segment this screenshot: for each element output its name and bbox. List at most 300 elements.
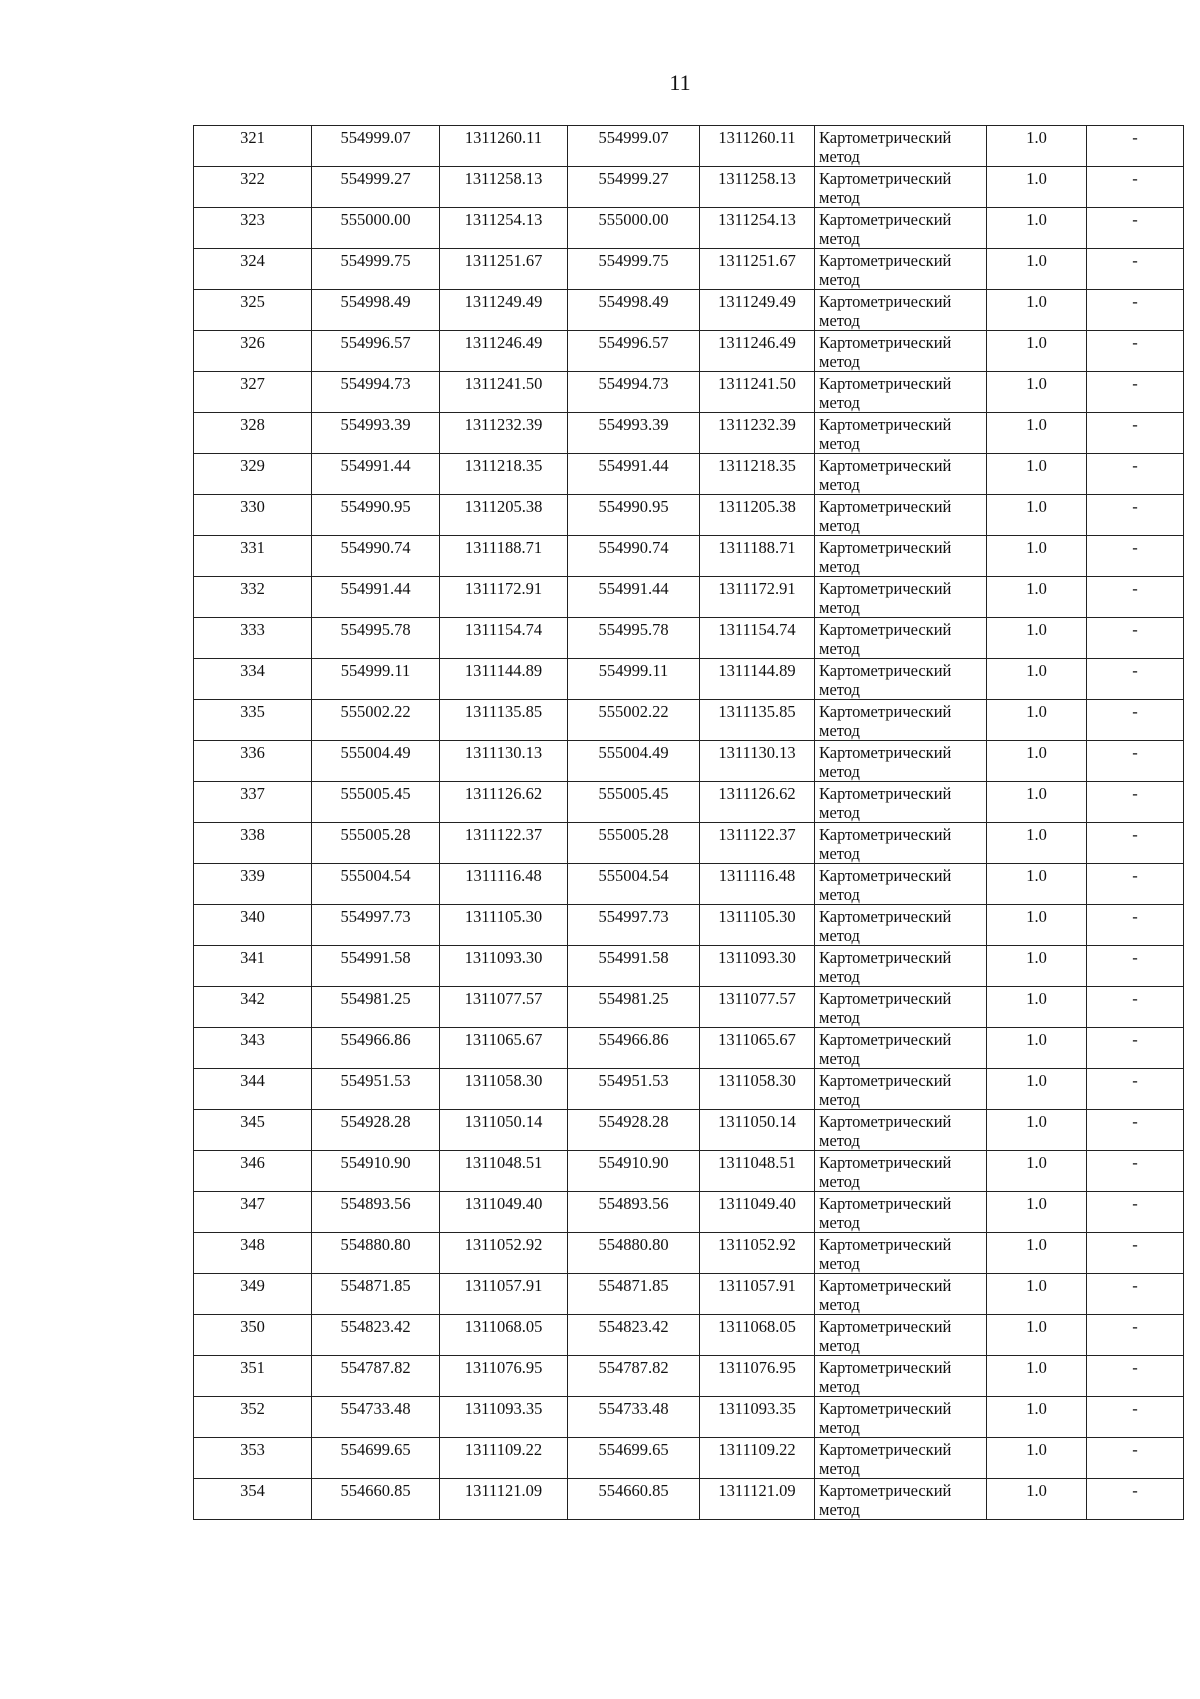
- y-coordinate-existing: 1311260.11: [440, 126, 568, 167]
- y-coordinate-existing: 1311058.30: [440, 1069, 568, 1110]
- x-coordinate-new: 555004.54: [568, 864, 700, 905]
- y-coordinate-new: 1311241.50: [700, 372, 815, 413]
- determination-method: [815, 987, 987, 1028]
- x-coordinate-existing: 555004.54: [312, 864, 440, 905]
- x-coordinate-existing: 554733.48: [312, 1397, 440, 1438]
- method-line-1: Картометрический: [819, 702, 952, 721]
- determination-method: [815, 1438, 987, 1479]
- method-line-2: метод: [819, 147, 860, 166]
- method-line-2: метод: [819, 557, 860, 576]
- point-number: 347: [194, 1192, 312, 1233]
- point-description: -: [1087, 126, 1184, 167]
- x-coordinate-existing: 554966.86: [312, 1028, 440, 1069]
- point-description: -: [1087, 1233, 1184, 1274]
- point-number: 331: [194, 536, 312, 577]
- determination-method: [815, 1356, 987, 1397]
- x-coordinate-new: 554981.25: [568, 987, 700, 1028]
- method-line-2: метод: [819, 1418, 860, 1437]
- method-line-2: метод: [819, 598, 860, 617]
- method-line-2: метод: [819, 311, 860, 330]
- point-number: 322: [194, 167, 312, 208]
- point-description: -: [1087, 1192, 1184, 1233]
- method-line-1: Картометрический: [819, 825, 952, 844]
- x-coordinate-new: 554871.85: [568, 1274, 700, 1315]
- method-line-2: метод: [819, 1459, 860, 1478]
- point-description: -: [1087, 782, 1184, 823]
- y-coordinate-existing: 1311076.95: [440, 1356, 568, 1397]
- determination-method: [815, 1397, 987, 1438]
- accuracy-value: 1.0: [987, 126, 1087, 167]
- point-number: 333: [194, 618, 312, 659]
- accuracy-value: 1.0: [987, 1479, 1087, 1520]
- accuracy-value: 1.0: [987, 741, 1087, 782]
- method-line-1: Картометрический: [819, 989, 952, 1008]
- point-description: -: [1087, 1110, 1184, 1151]
- table-row: [194, 1438, 1184, 1479]
- y-coordinate-new: 1311093.35: [700, 1397, 815, 1438]
- accuracy-value: 1.0: [987, 1028, 1087, 1069]
- x-coordinate-existing: 554999.11: [312, 659, 440, 700]
- y-coordinate-existing: 1311205.38: [440, 495, 568, 536]
- x-coordinate-new: 554823.42: [568, 1315, 700, 1356]
- determination-method: [815, 208, 987, 249]
- accuracy-value: 1.0: [987, 1192, 1087, 1233]
- table-row: [194, 249, 1184, 290]
- accuracy-value: 1.0: [987, 536, 1087, 577]
- table-row: [194, 331, 1184, 372]
- y-coordinate-new: 1311122.37: [700, 823, 815, 864]
- method-line-1: Картометрический: [819, 497, 952, 516]
- method-line-1: Картометрический: [819, 1440, 952, 1459]
- point-number: 351: [194, 1356, 312, 1397]
- method-line-1: Картометрический: [819, 333, 952, 352]
- x-coordinate-existing: 554991.44: [312, 577, 440, 618]
- determination-method: [815, 1274, 987, 1315]
- point-number: 349: [194, 1274, 312, 1315]
- x-coordinate-new: 555005.45: [568, 782, 700, 823]
- method-line-2: метод: [819, 1254, 860, 1273]
- y-coordinate-existing: 1311093.35: [440, 1397, 568, 1438]
- point-number: 330: [194, 495, 312, 536]
- accuracy-value: 1.0: [987, 987, 1087, 1028]
- y-coordinate-existing: 1311258.13: [440, 167, 568, 208]
- point-number: 343: [194, 1028, 312, 1069]
- y-coordinate-existing: 1311093.30: [440, 946, 568, 987]
- point-description: -: [1087, 659, 1184, 700]
- method-line-2: метод: [819, 1131, 860, 1150]
- y-coordinate-new: 1311116.48: [700, 864, 815, 905]
- table-row: [194, 1110, 1184, 1151]
- point-number: 353: [194, 1438, 312, 1479]
- y-coordinate-existing: 1311130.13: [440, 741, 568, 782]
- point-description: -: [1087, 495, 1184, 536]
- y-coordinate-existing: 1311109.22: [440, 1438, 568, 1479]
- y-coordinate-new: 1311144.89: [700, 659, 815, 700]
- method-line-2: метод: [819, 926, 860, 945]
- table-row: [194, 167, 1184, 208]
- x-coordinate-existing: 554660.85: [312, 1479, 440, 1520]
- x-coordinate-existing: 554999.27: [312, 167, 440, 208]
- accuracy-value: 1.0: [987, 1233, 1087, 1274]
- y-coordinate-new: 1311093.30: [700, 946, 815, 987]
- y-coordinate-new: 1311065.67: [700, 1028, 815, 1069]
- point-number: 328: [194, 413, 312, 454]
- point-number: 350: [194, 1315, 312, 1356]
- table-row: [194, 905, 1184, 946]
- determination-method: [815, 454, 987, 495]
- x-coordinate-new: 554991.44: [568, 454, 700, 495]
- method-line-1: Картометрический: [819, 1030, 952, 1049]
- x-coordinate-existing: 554991.58: [312, 946, 440, 987]
- table-row: [194, 290, 1184, 331]
- y-coordinate-new: 1311126.62: [700, 782, 815, 823]
- x-coordinate-existing: 555000.00: [312, 208, 440, 249]
- point-description: -: [1087, 577, 1184, 618]
- y-coordinate-existing: 1311232.39: [440, 413, 568, 454]
- determination-method: [815, 290, 987, 331]
- x-coordinate-new: 554893.56: [568, 1192, 700, 1233]
- y-coordinate-existing: 1311241.50: [440, 372, 568, 413]
- method-line-1: Картометрический: [819, 743, 952, 762]
- method-line-2: метод: [819, 967, 860, 986]
- y-coordinate-existing: 1311122.37: [440, 823, 568, 864]
- y-coordinate-existing: 1311105.30: [440, 905, 568, 946]
- y-coordinate-new: 1311246.49: [700, 331, 815, 372]
- method-line-1: Картометрический: [819, 1153, 952, 1172]
- method-line-2: метод: [819, 1500, 860, 1519]
- table-row: [194, 413, 1184, 454]
- point-number: 332: [194, 577, 312, 618]
- method-line-2: метод: [819, 352, 860, 371]
- point-number: 334: [194, 659, 312, 700]
- method-line-2: метод: [819, 1049, 860, 1068]
- x-coordinate-new: 554998.49: [568, 290, 700, 331]
- x-coordinate-existing: 555004.49: [312, 741, 440, 782]
- point-description: -: [1087, 905, 1184, 946]
- point-number: 337: [194, 782, 312, 823]
- point-description: -: [1087, 454, 1184, 495]
- determination-method: [815, 659, 987, 700]
- y-coordinate-new: 1311077.57: [700, 987, 815, 1028]
- method-line-2: метод: [819, 1295, 860, 1314]
- method-line-1: Картометрический: [819, 620, 952, 639]
- method-line-1: Картометрический: [819, 1112, 952, 1131]
- determination-method: [815, 249, 987, 290]
- x-coordinate-existing: 554893.56: [312, 1192, 440, 1233]
- method-line-2: метод: [819, 1377, 860, 1396]
- accuracy-value: 1.0: [987, 1069, 1087, 1110]
- point-description: -: [1087, 700, 1184, 741]
- y-coordinate-existing: 1311172.91: [440, 577, 568, 618]
- x-coordinate-new: 554787.82: [568, 1356, 700, 1397]
- x-coordinate-new: 555005.28: [568, 823, 700, 864]
- method-line-2: метод: [819, 721, 860, 740]
- y-coordinate-new: 1311218.35: [700, 454, 815, 495]
- accuracy-value: 1.0: [987, 331, 1087, 372]
- y-coordinate-existing: 1311126.62: [440, 782, 568, 823]
- method-line-2: метод: [819, 475, 860, 494]
- y-coordinate-new: 1311076.95: [700, 1356, 815, 1397]
- y-coordinate-new: 1311254.13: [700, 208, 815, 249]
- y-coordinate-new: 1311258.13: [700, 167, 815, 208]
- table-row: [194, 536, 1184, 577]
- table-row: [194, 823, 1184, 864]
- point-number: 336: [194, 741, 312, 782]
- y-coordinate-new: 1311050.14: [700, 1110, 815, 1151]
- table-row: [194, 618, 1184, 659]
- x-coordinate-existing: 554995.78: [312, 618, 440, 659]
- point-description: -: [1087, 987, 1184, 1028]
- y-coordinate-new: 1311232.39: [700, 413, 815, 454]
- y-coordinate-existing: 1311050.14: [440, 1110, 568, 1151]
- y-coordinate-new: 1311205.38: [700, 495, 815, 536]
- accuracy-value: 1.0: [987, 167, 1087, 208]
- method-line-2: метод: [819, 188, 860, 207]
- y-coordinate-existing: 1311249.49: [440, 290, 568, 331]
- x-coordinate-new: 554951.53: [568, 1069, 700, 1110]
- table-row: [194, 946, 1184, 987]
- x-coordinate-new: 554928.28: [568, 1110, 700, 1151]
- y-coordinate-new: 1311130.13: [700, 741, 815, 782]
- point-description: -: [1087, 249, 1184, 290]
- method-line-2: метод: [819, 393, 860, 412]
- method-line-2: метод: [819, 1090, 860, 1109]
- method-line-1: Картометрический: [819, 1399, 952, 1418]
- y-coordinate-existing: 1311065.67: [440, 1028, 568, 1069]
- method-line-2: метод: [819, 885, 860, 904]
- point-number: 324: [194, 249, 312, 290]
- x-coordinate-existing: 555005.28: [312, 823, 440, 864]
- point-number: 326: [194, 331, 312, 372]
- x-coordinate-existing: 554994.73: [312, 372, 440, 413]
- determination-method: [815, 864, 987, 905]
- point-number: 340: [194, 905, 312, 946]
- y-coordinate-new: 1311057.91: [700, 1274, 815, 1315]
- x-coordinate-existing: 554699.65: [312, 1438, 440, 1479]
- x-coordinate-new: 554999.27: [568, 167, 700, 208]
- point-description: -: [1087, 864, 1184, 905]
- accuracy-value: 1.0: [987, 700, 1087, 741]
- determination-method: [815, 1110, 987, 1151]
- accuracy-value: 1.0: [987, 1438, 1087, 1479]
- x-coordinate-new: 554990.74: [568, 536, 700, 577]
- x-coordinate-existing: 554910.90: [312, 1151, 440, 1192]
- y-coordinate-new: 1311135.85: [700, 700, 815, 741]
- method-line-2: метод: [819, 639, 860, 658]
- table-row: [194, 700, 1184, 741]
- determination-method: [815, 495, 987, 536]
- x-coordinate-new: 554880.80: [568, 1233, 700, 1274]
- table-row: [194, 1028, 1184, 1069]
- x-coordinate-existing: 554996.57: [312, 331, 440, 372]
- determination-method: [815, 536, 987, 577]
- x-coordinate-existing: 554993.39: [312, 413, 440, 454]
- method-line-1: Картометрический: [819, 374, 952, 393]
- accuracy-value: 1.0: [987, 1151, 1087, 1192]
- method-line-2: метод: [819, 1213, 860, 1232]
- point-number: 341: [194, 946, 312, 987]
- point-number: 329: [194, 454, 312, 495]
- point-description: -: [1087, 536, 1184, 577]
- method-line-2: метод: [819, 803, 860, 822]
- method-line-1: Картометрический: [819, 1235, 952, 1254]
- method-line-1: Картометрический: [819, 1071, 952, 1090]
- point-description: -: [1087, 208, 1184, 249]
- x-coordinate-existing: 554998.49: [312, 290, 440, 331]
- table-row: [194, 987, 1184, 1028]
- determination-method: [815, 1233, 987, 1274]
- y-coordinate-existing: 1311135.85: [440, 700, 568, 741]
- table-body: [194, 126, 1184, 1520]
- method-line-1: Картометрический: [819, 579, 952, 598]
- x-coordinate-new: 554910.90: [568, 1151, 700, 1192]
- x-coordinate-existing: 554999.07: [312, 126, 440, 167]
- point-description: -: [1087, 167, 1184, 208]
- determination-method: [815, 700, 987, 741]
- table-row: [194, 495, 1184, 536]
- accuracy-value: 1.0: [987, 864, 1087, 905]
- accuracy-value: 1.0: [987, 618, 1087, 659]
- coordinates-table: [193, 125, 1184, 1520]
- y-coordinate-existing: 1311254.13: [440, 208, 568, 249]
- point-description: -: [1087, 290, 1184, 331]
- determination-method: [815, 1028, 987, 1069]
- y-coordinate-new: 1311049.40: [700, 1192, 815, 1233]
- x-coordinate-existing: 554997.73: [312, 905, 440, 946]
- determination-method: [815, 1315, 987, 1356]
- accuracy-value: 1.0: [987, 290, 1087, 331]
- y-coordinate-new: 1311249.49: [700, 290, 815, 331]
- x-coordinate-new: 554990.95: [568, 495, 700, 536]
- table-row: [194, 1397, 1184, 1438]
- accuracy-value: 1.0: [987, 249, 1087, 290]
- y-coordinate-existing: 1311048.51: [440, 1151, 568, 1192]
- method-line-1: Картометрический: [819, 128, 952, 147]
- y-coordinate-new: 1311260.11: [700, 126, 815, 167]
- y-coordinate-existing: 1311144.89: [440, 659, 568, 700]
- table-row: [194, 1233, 1184, 1274]
- y-coordinate-existing: 1311246.49: [440, 331, 568, 372]
- x-coordinate-new: 555000.00: [568, 208, 700, 249]
- point-description: -: [1087, 1315, 1184, 1356]
- point-description: -: [1087, 823, 1184, 864]
- y-coordinate-new: 1311154.74: [700, 618, 815, 659]
- table-row: [194, 372, 1184, 413]
- accuracy-value: 1.0: [987, 454, 1087, 495]
- accuracy-value: 1.0: [987, 1274, 1087, 1315]
- x-coordinate-new: 554999.07: [568, 126, 700, 167]
- accuracy-value: 1.0: [987, 905, 1087, 946]
- x-coordinate-existing: 554787.82: [312, 1356, 440, 1397]
- table-row: [194, 454, 1184, 495]
- x-coordinate-new: 555004.49: [568, 741, 700, 782]
- point-description: -: [1087, 1069, 1184, 1110]
- method-line-2: метод: [819, 1008, 860, 1027]
- accuracy-value: 1.0: [987, 1315, 1087, 1356]
- x-coordinate-existing: 554991.44: [312, 454, 440, 495]
- determination-method: [815, 331, 987, 372]
- determination-method: [815, 946, 987, 987]
- x-coordinate-new: 554991.44: [568, 577, 700, 618]
- table-row: [194, 741, 1184, 782]
- y-coordinate-existing: 1311057.91: [440, 1274, 568, 1315]
- accuracy-value: 1.0: [987, 208, 1087, 249]
- page-number: 11: [669, 70, 691, 95]
- x-coordinate-new: 554733.48: [568, 1397, 700, 1438]
- method-line-2: метод: [819, 1172, 860, 1191]
- x-coordinate-existing: 554880.80: [312, 1233, 440, 1274]
- method-line-1: Картометрический: [819, 251, 952, 270]
- method-line-1: Картометрический: [819, 661, 952, 680]
- x-coordinate-new: 554660.85: [568, 1479, 700, 1520]
- x-coordinate-new: 555002.22: [568, 700, 700, 741]
- y-coordinate-existing: 1311154.74: [440, 618, 568, 659]
- table-row: [194, 782, 1184, 823]
- x-coordinate-new: 554996.57: [568, 331, 700, 372]
- point-description: -: [1087, 618, 1184, 659]
- point-number: 338: [194, 823, 312, 864]
- method-line-2: метод: [819, 434, 860, 453]
- x-coordinate-existing: 555002.22: [312, 700, 440, 741]
- point-description: -: [1087, 1151, 1184, 1192]
- method-line-1: Картометрический: [819, 1276, 952, 1295]
- table-row: [194, 208, 1184, 249]
- y-coordinate-new: 1311068.05: [700, 1315, 815, 1356]
- table-row: [194, 577, 1184, 618]
- point-description: -: [1087, 946, 1184, 987]
- table-row: [194, 1315, 1184, 1356]
- y-coordinate-existing: 1311077.57: [440, 987, 568, 1028]
- point-description: -: [1087, 741, 1184, 782]
- method-line-2: метод: [819, 1336, 860, 1355]
- point-number: 342: [194, 987, 312, 1028]
- method-line-2: метод: [819, 270, 860, 289]
- point-number: 321: [194, 126, 312, 167]
- point-description: -: [1087, 372, 1184, 413]
- y-coordinate-existing: 1311218.35: [440, 454, 568, 495]
- determination-method: [815, 905, 987, 946]
- determination-method: [815, 823, 987, 864]
- table-row: [194, 126, 1184, 167]
- x-coordinate-existing: 554981.25: [312, 987, 440, 1028]
- point-number: 327: [194, 372, 312, 413]
- accuracy-value: 1.0: [987, 1356, 1087, 1397]
- y-coordinate-new: 1311188.71: [700, 536, 815, 577]
- table-row: [194, 1274, 1184, 1315]
- point-number: 354: [194, 1479, 312, 1520]
- point-number: 348: [194, 1233, 312, 1274]
- determination-method: [815, 577, 987, 618]
- x-coordinate-new: 554966.86: [568, 1028, 700, 1069]
- accuracy-value: 1.0: [987, 823, 1087, 864]
- accuracy-value: 1.0: [987, 946, 1087, 987]
- method-line-2: метод: [819, 516, 860, 535]
- y-coordinate-existing: 1311068.05: [440, 1315, 568, 1356]
- method-line-1: Картометрический: [819, 1317, 952, 1336]
- table-row: [194, 659, 1184, 700]
- point-number: 346: [194, 1151, 312, 1192]
- method-line-2: метод: [819, 844, 860, 863]
- y-coordinate-new: 1311121.09: [700, 1479, 815, 1520]
- method-line-1: Картометрический: [819, 456, 952, 475]
- accuracy-value: 1.0: [987, 495, 1087, 536]
- table-row: [194, 1069, 1184, 1110]
- y-coordinate-new: 1311052.92: [700, 1233, 815, 1274]
- x-coordinate-existing: 554990.74: [312, 536, 440, 577]
- point-description: -: [1087, 1274, 1184, 1315]
- point-description: -: [1087, 1438, 1184, 1479]
- x-coordinate-new: 554999.11: [568, 659, 700, 700]
